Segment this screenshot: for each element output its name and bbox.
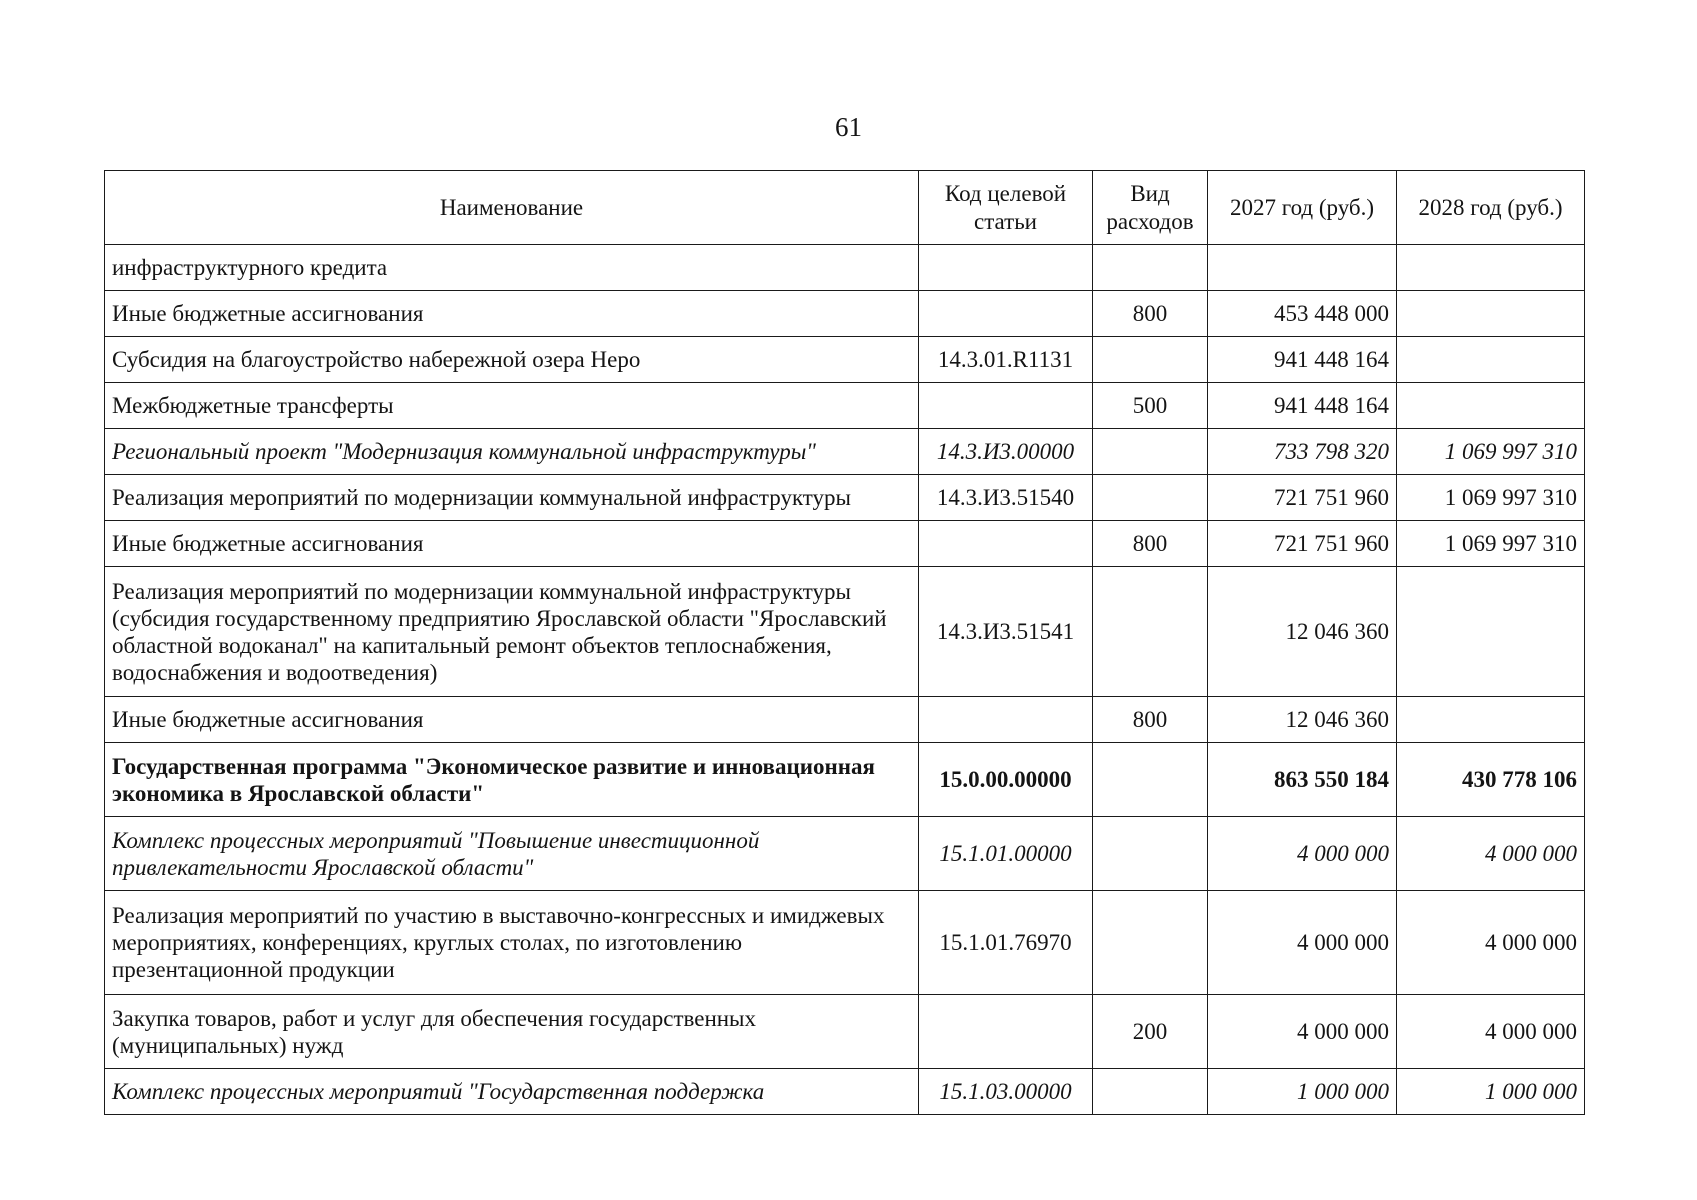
cell-expense-type: 800 (1093, 291, 1208, 337)
cell-2028 (1397, 383, 1585, 429)
cell-expense-type (1093, 567, 1208, 697)
cell-2028: 1 000 000 (1397, 1069, 1585, 1115)
cell-code: 14.3.И3.00000 (919, 429, 1093, 475)
cell-2027: 12 046 360 (1208, 697, 1397, 743)
cell-2028 (1397, 697, 1585, 743)
budget-table (104, 170, 1585, 1115)
cell-2028: 1 069 997 310 (1397, 429, 1585, 475)
cell-2028: 4 000 000 (1397, 891, 1585, 995)
cell-name: Комплекс процессных мероприятий "Государственная поддержка (105, 1069, 919, 1115)
cell-name: Региональный проект "Модернизация коммунальной инфраструктуры" (105, 429, 919, 475)
cell-2027: 4 000 000 (1208, 891, 1397, 995)
cell-expense-type (1093, 743, 1208, 817)
cell-name: Закупка товаров, работ и услуг для обеспечения государственных (муниципальных) нужд (105, 995, 919, 1069)
table-row (105, 337, 1585, 383)
cell-2027: 4 000 000 (1208, 817, 1397, 891)
table-row (105, 245, 1585, 291)
cell-name: Иные бюджетные ассигнования (105, 521, 919, 567)
cell-code (919, 383, 1093, 429)
cell-2028 (1397, 245, 1585, 291)
cell-name: Реализация мероприятий по модернизации коммунальной инфраструктуры (субсидия государственному предприятию Ярославской области "Ярославский областной водоканал" на капитальный ремонт объектов теплоснабжения, водоснабжения и водоотведения) (105, 567, 919, 697)
cell-code (919, 521, 1093, 567)
cell-name: Иные бюджетные ассигнования (105, 697, 919, 743)
header-expense-type: Вид расходов (1093, 171, 1208, 245)
cell-name: Государственная программа "Экономическое развитие и инновационная экономика в Ярославской области" (105, 743, 919, 817)
cell-name: Субсидия на благоустройство набережной озера Неро (105, 337, 919, 383)
cell-2028: 430 778 106 (1397, 743, 1585, 817)
cell-code: 15.1.03.00000 (919, 1069, 1093, 1115)
cell-expense-type: 200 (1093, 995, 1208, 1069)
cell-2028 (1397, 337, 1585, 383)
cell-code (919, 291, 1093, 337)
cell-2027: 453 448 000 (1208, 291, 1397, 337)
table-row (105, 291, 1585, 337)
header-2028: 2028 год (руб.) (1397, 171, 1585, 245)
cell-code: 15.1.01.00000 (919, 817, 1093, 891)
cell-name: Реализация мероприятий по участию в выставочно-конгрессных и имиджевых мероприятиях, конференциях, круглых столах, по изготовлению презентационной продукции (105, 891, 919, 995)
header-name: Наименование (105, 171, 919, 245)
cell-expense-type (1093, 817, 1208, 891)
table-row (105, 567, 1585, 697)
cell-code (919, 995, 1093, 1069)
cell-2027: 863 550 184 (1208, 743, 1397, 817)
page-number: 61 (835, 112, 862, 142)
cell-2027: 1 000 000 (1208, 1069, 1397, 1115)
table-row (105, 429, 1585, 475)
cell-code (919, 245, 1093, 291)
cell-expense-type (1093, 891, 1208, 995)
cell-code: 15.1.01.76970 (919, 891, 1093, 995)
cell-2027 (1208, 245, 1397, 291)
table-row (105, 891, 1585, 995)
cell-expense-type (1093, 337, 1208, 383)
cell-name: Иные бюджетные ассигнования (105, 291, 919, 337)
cell-name: Реализация мероприятий по модернизации коммунальной инфраструктуры (105, 475, 919, 521)
cell-expense-type (1093, 429, 1208, 475)
cell-expense-type: 800 (1093, 697, 1208, 743)
cell-2028 (1397, 291, 1585, 337)
cell-2027: 721 751 960 (1208, 475, 1397, 521)
table-row (105, 383, 1585, 429)
cell-name: инфраструктурного кредита (105, 245, 919, 291)
cell-expense-type (1093, 245, 1208, 291)
table-row (105, 475, 1585, 521)
cell-expense-type: 800 (1093, 521, 1208, 567)
cell-2028 (1397, 567, 1585, 697)
cell-2028: 4 000 000 (1397, 995, 1585, 1069)
cell-expense-type (1093, 1069, 1208, 1115)
cell-name: Межбюджетные трансферты (105, 383, 919, 429)
cell-2028: 4 000 000 (1397, 817, 1585, 891)
cell-2028: 1 069 997 310 (1397, 475, 1585, 521)
cell-2028: 1 069 997 310 (1397, 521, 1585, 567)
header-2027: 2027 год (руб.) (1208, 171, 1397, 245)
table-row (105, 1069, 1585, 1115)
header-code: Код целевой статьи (919, 171, 1093, 245)
cell-code: 14.3.И3.51541 (919, 567, 1093, 697)
cell-code (919, 697, 1093, 743)
table-header-row (105, 171, 1585, 245)
table-row (105, 521, 1585, 567)
table-row (105, 817, 1585, 891)
cell-2027: 733 798 320 (1208, 429, 1397, 475)
cell-code: 14.3.И3.51540 (919, 475, 1093, 521)
table-row (105, 995, 1585, 1069)
cell-code: 15.0.00.00000 (919, 743, 1093, 817)
table-row (105, 743, 1585, 817)
table-row (105, 697, 1585, 743)
cell-2027: 4 000 000 (1208, 995, 1397, 1069)
cell-2027: 721 751 960 (1208, 521, 1397, 567)
cell-2027: 12 046 360 (1208, 567, 1397, 697)
cell-code: 14.3.01.R1131 (919, 337, 1093, 383)
cell-name: Комплекс процессных мероприятий "Повышение инвестиционной привлекательности Ярославской области" (105, 817, 919, 891)
cell-2027: 941 448 164 (1208, 337, 1397, 383)
cell-2027: 941 448 164 (1208, 383, 1397, 429)
cell-expense-type (1093, 475, 1208, 521)
cell-expense-type: 500 (1093, 383, 1208, 429)
